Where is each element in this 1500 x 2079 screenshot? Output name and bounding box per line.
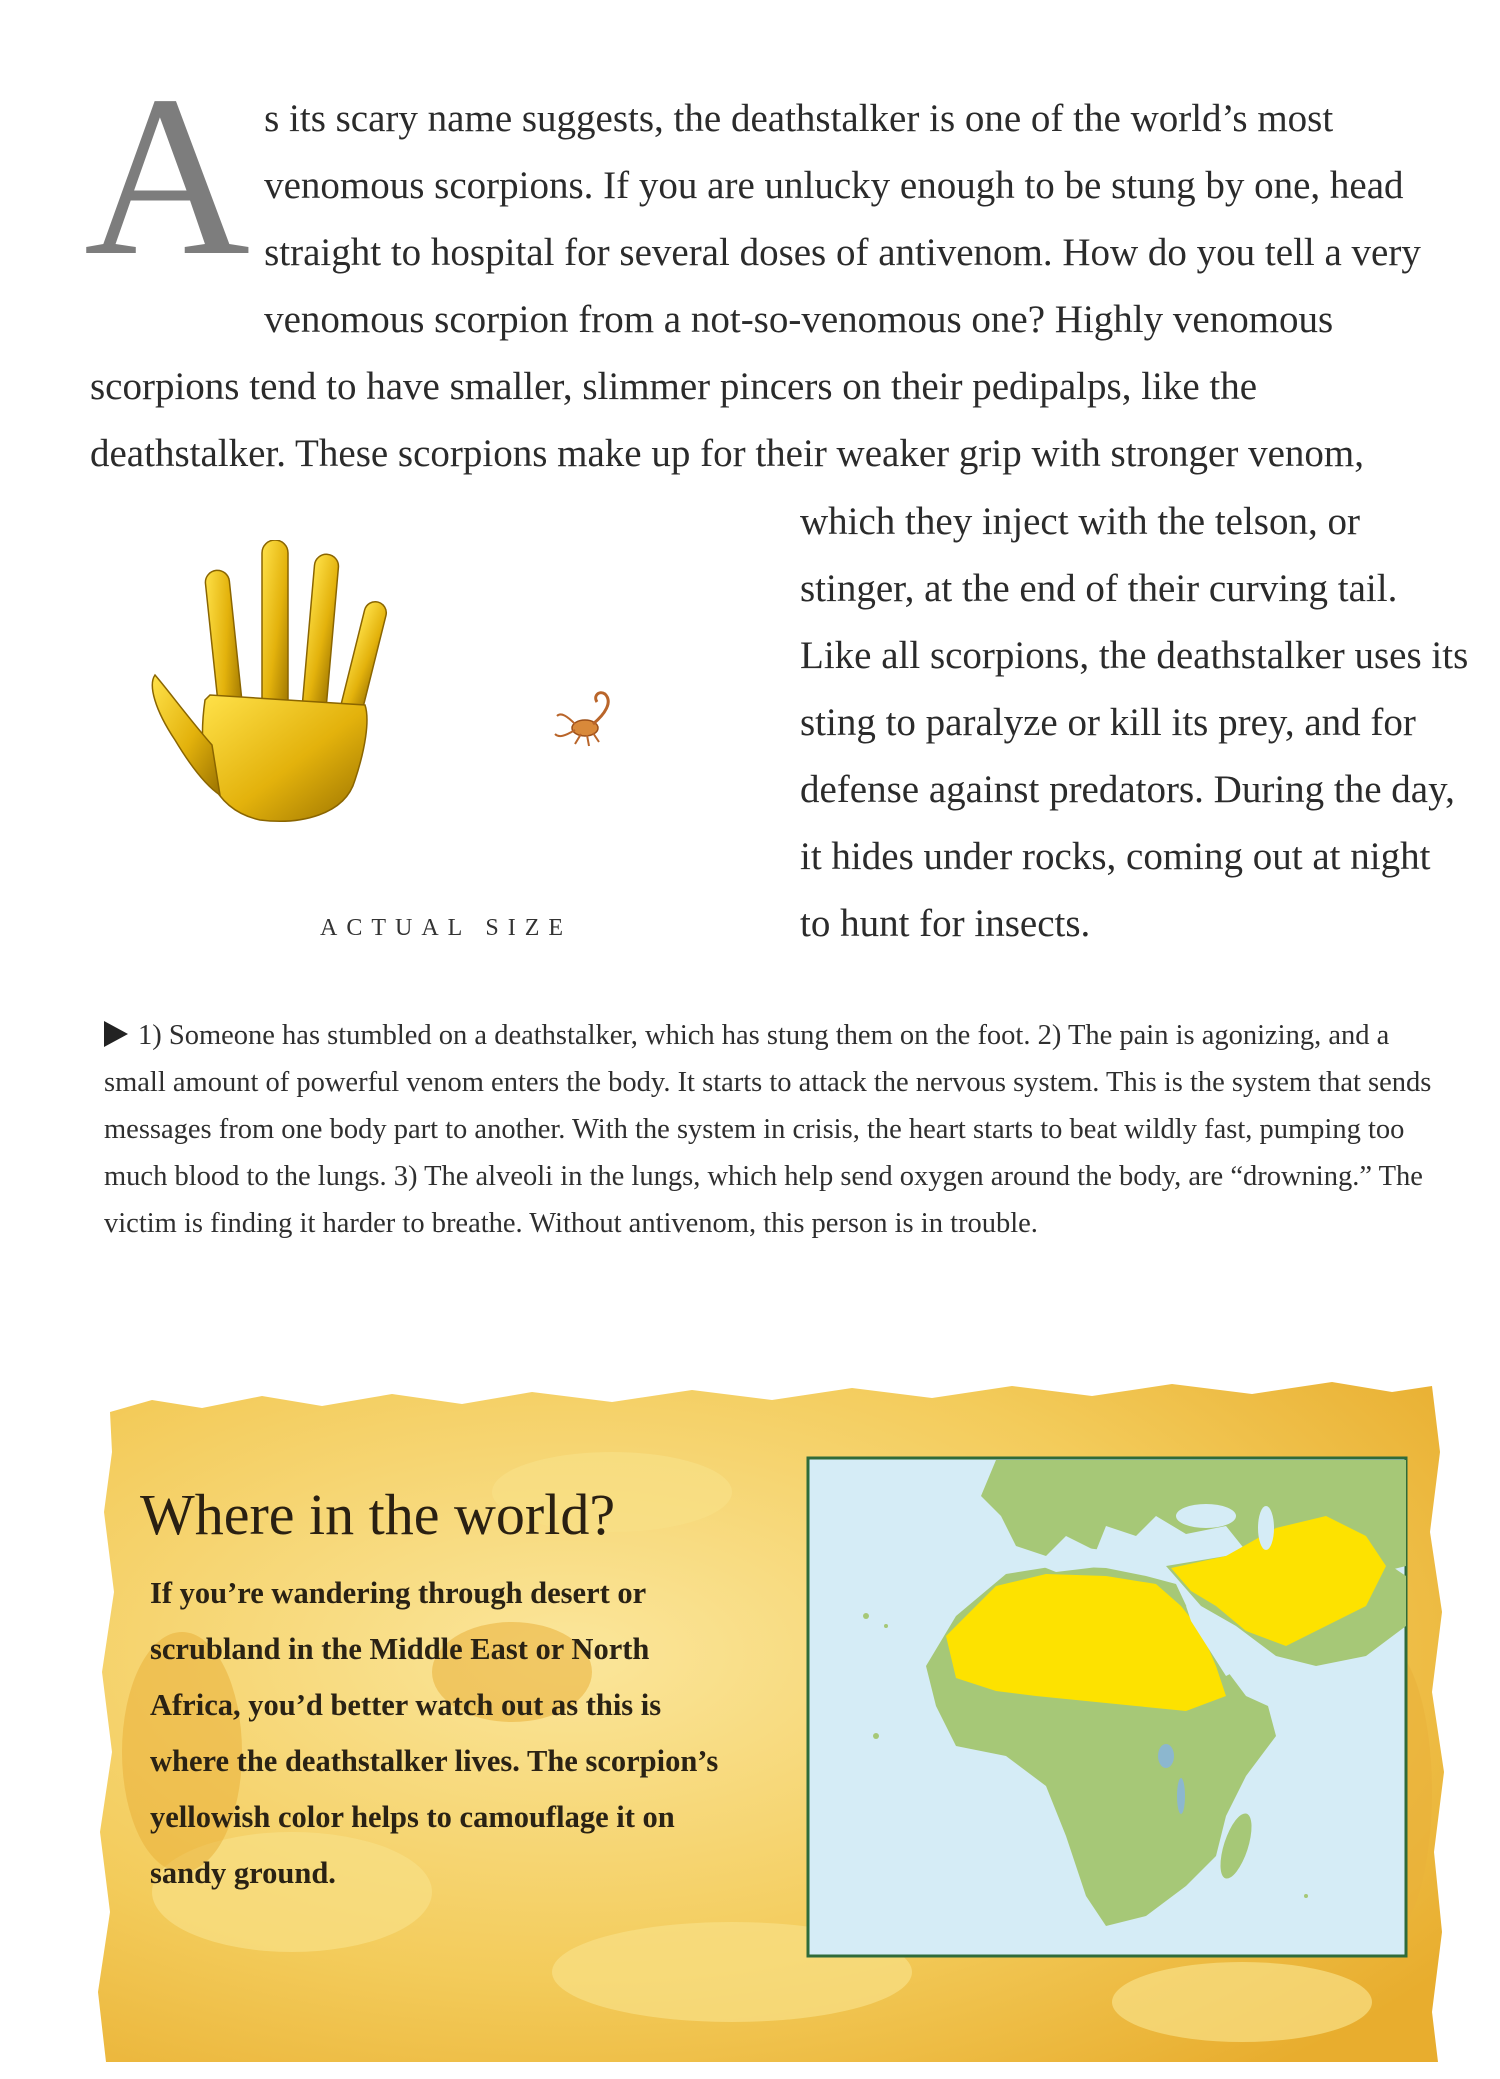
triangle-bullet-icon xyxy=(104,1021,128,1047)
actual-size-illustration xyxy=(150,540,670,960)
intro-paragraph xyxy=(84,48,1450,487)
where-text: If you’re wandering through desert or scrubland in the Middle East or North Africa, you’d better watch out as this is where the deathstalker lives. The scorpion’s yellowish color helps to camouflage it on sandy ground. xyxy=(150,1576,719,1890)
range-map xyxy=(806,1456,1408,1958)
venom-caption xyxy=(104,1012,1454,1247)
caption-text: 1) Someone has stumbled on a deathstalker, which has stung them on the foot. 2) The pain is agonizing, and a small amount of powerful venom enters the body. It starts to attack the nervous system. This is the system that sends messages from one body part to another. With the system in crisis, the heart starts to beat wildly fast, pumping too much blood to the lungs. 3) The alveoli in the lungs, which help send oxygen around the body, are “drowning.” The victim is finding it harder to breathe. Without antivenom, this person is in trouble. xyxy=(104,1020,1432,1239)
intro-text: s its scary name suggests, the deathstalker is one of the world’s most venomous scorpions. If you are unlucky enough to be stung by one, head straight to hospital for several doses of antivenom. How do you tell a very venomous scorpion from a not-so-venomous one? Highly venomous scorpions tend to have smaller, slimmer pincers on their pedipalps, like the deathstalker. These scorpions make up for their weaker grip with stronger venom, xyxy=(90,97,1421,475)
drop-cap: A xyxy=(84,48,251,303)
actual-size-label: ACTUAL SIZE xyxy=(320,915,573,941)
where-title: Where in the world? xyxy=(140,1482,616,1547)
intro-text-continued: which they inject with the telson, or stinger, at the end of their curving tail. Like all scorpions, the deathstalker uses its sting to paralyze or kill its prey, and for defense against predators. During the day, it hides under rocks, coming out at night to hunt for insects. xyxy=(800,500,1469,945)
hand-icon xyxy=(152,540,388,821)
scorpion-icon xyxy=(555,693,608,746)
